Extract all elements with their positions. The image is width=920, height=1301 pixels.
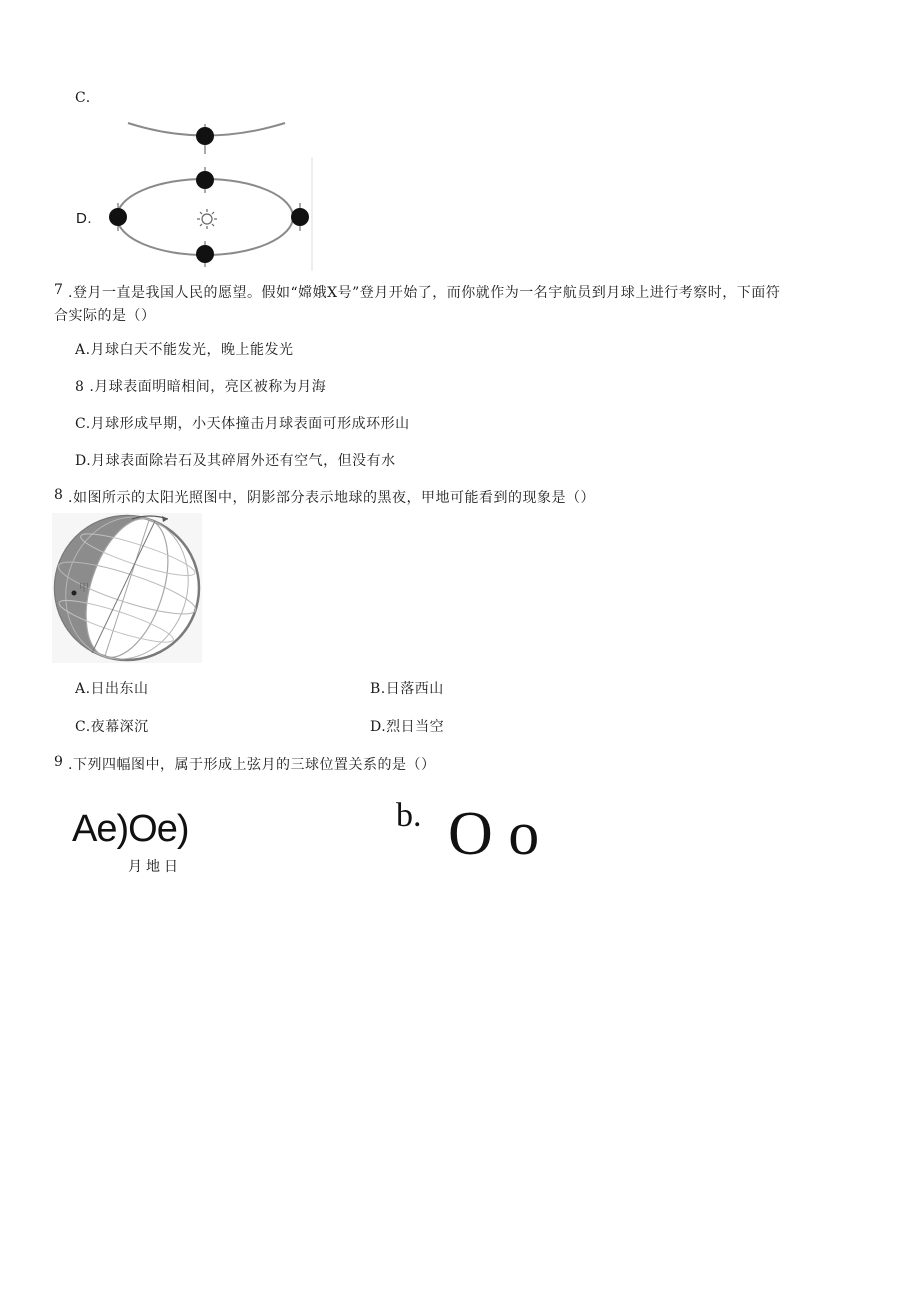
q8-text: .如图所示的太阳光照图中，阴影部分表示地球的黑夜，甲地可能看到的现象是（）	[68, 490, 595, 506]
q9-figure-a-caption: 月地日	[128, 858, 182, 874]
option-d-figure	[105, 155, 315, 273]
q8-option-d: D.烈日当空	[370, 719, 445, 735]
earth-right	[291, 208, 309, 226]
option-c-label: C.	[75, 90, 91, 106]
point-jia	[72, 591, 77, 596]
sun-icon	[197, 209, 217, 229]
q7-option-b: 8 .月球表面明暗相间，亮区被称为月海	[75, 379, 327, 395]
earth-dot	[196, 127, 214, 145]
q8-number: 8	[54, 487, 64, 503]
q9-figure-a-symbols: Ae)Oe)	[72, 808, 189, 850]
q7-option-c: C.月球形成早期，小天体撞击月球表面可形成环形山	[75, 416, 410, 432]
q8-option-b: B.日落西山	[370, 681, 444, 697]
q9-figure-b-symbols: O o	[448, 800, 540, 868]
earth-top	[196, 171, 214, 189]
q7-number: 7	[54, 282, 64, 298]
q7-text-line1: .登月一直是我国人民的愿望。假如“嫦娥X号”登月开始了，而你就作为一名宇航员到月球上进行考察时，下面符	[68, 285, 781, 301]
q9-number: 9	[54, 754, 64, 770]
option-d-label: D.	[76, 210, 92, 227]
earth-left	[109, 208, 127, 226]
q7-text-line2: 合实际的是（）	[54, 308, 156, 324]
q8-option-c: C.夜幕深沉	[75, 719, 149, 735]
earth-bottom	[196, 245, 214, 263]
q8-option-a: A.日出东山	[75, 681, 149, 697]
q9-text: .下列四幅图中，属于形成上弦月的三球位置关系的是（）	[68, 757, 436, 773]
sunlight-globe-figure	[52, 513, 202, 663]
q7-option-a: A.月球白天不能发光，晚上能发光	[75, 342, 294, 358]
option-c-figure	[120, 118, 290, 158]
point-jia-label: 甲	[79, 583, 89, 594]
q9-figure-b-label: b.	[396, 797, 422, 834]
q7-option-d: D.月球表面除岩石及其碎屑外还有空气，但没有水	[75, 453, 396, 469]
